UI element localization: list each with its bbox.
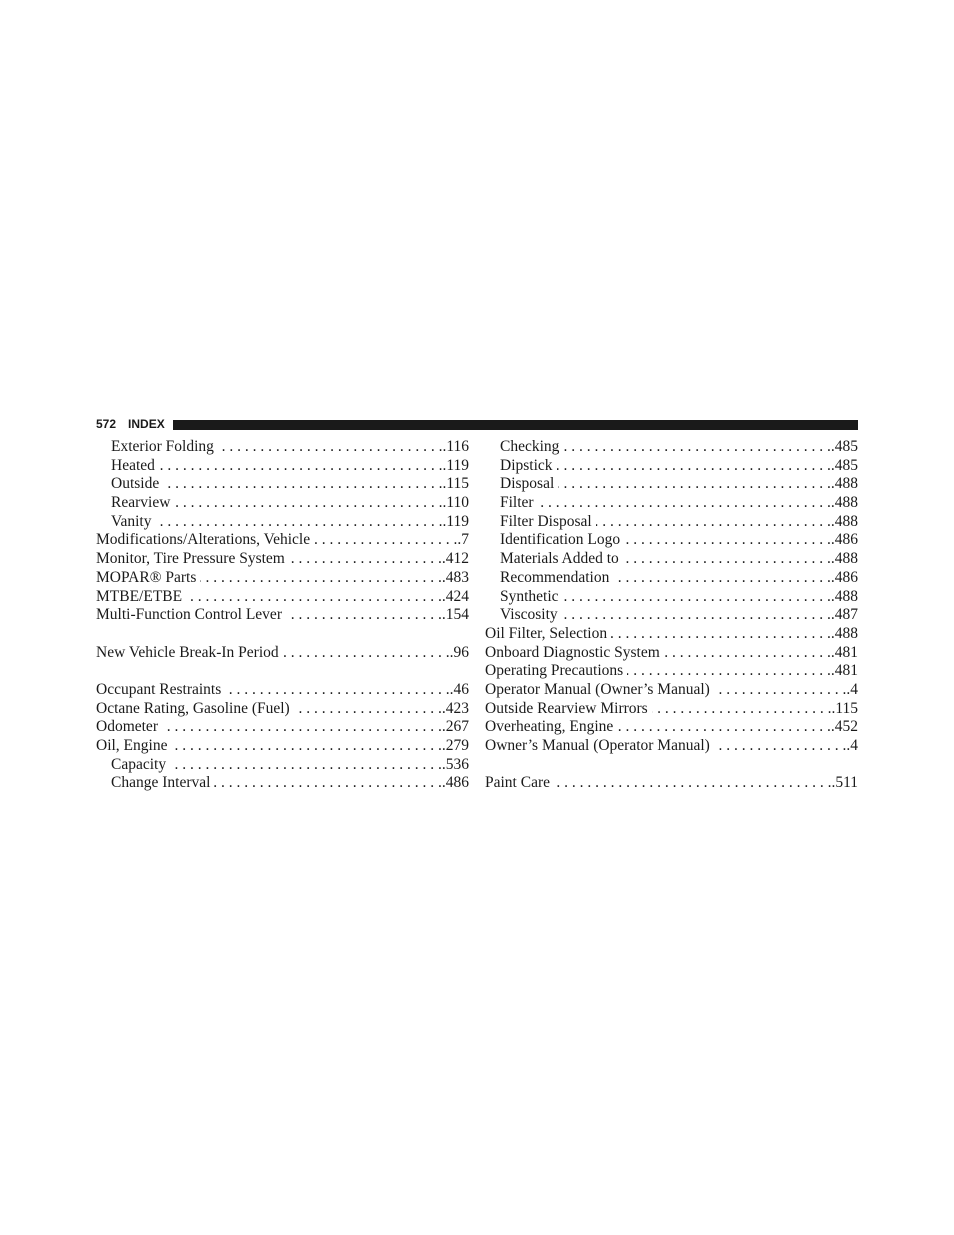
index-column-right: [485, 438, 858, 793]
index-term: Modifications/Alterations, Vehicle: [96, 531, 311, 549]
index-term: Rearview: [111, 494, 171, 512]
dot-leader: [218, 438, 443, 457]
dot-leader: [214, 774, 441, 793]
index-entry: [485, 718, 858, 737]
index-term: Exterior Folding: [111, 438, 214, 455]
index-term: Octane Rating, Gasoline (Fuel): [96, 699, 290, 717]
index-spacer: [485, 756, 858, 775]
index-term: Dipstick: [500, 456, 553, 474]
index-subentry: [485, 494, 858, 513]
index-term: Disposal: [500, 475, 555, 493]
index-page-number: .488: [830, 475, 858, 493]
index-entry: [96, 588, 469, 607]
index-entry: [96, 550, 469, 569]
index-page-number: .115: [831, 699, 858, 717]
index-page-number: .110: [442, 494, 469, 512]
index-page-number: .4: [846, 680, 858, 698]
index-term: Heated: [111, 456, 155, 474]
dot-leader: [617, 718, 831, 737]
dot-leader: [294, 700, 442, 719]
dot-leader: [159, 457, 443, 476]
index-term: Monitor, Tire Pressure System: [96, 550, 285, 568]
index-term: Change Interval: [111, 774, 211, 792]
dot-leader: [627, 662, 831, 681]
section-title: INDEX: [128, 417, 165, 431]
dot-leader: [225, 681, 449, 700]
index-term: Outside Rearview Mirrors: [485, 699, 648, 717]
index-page-number: .485: [830, 438, 858, 455]
index-page-number: .488: [830, 494, 858, 512]
index-page-number: .154: [441, 606, 469, 624]
index-term: Oil Filter, Selection: [485, 624, 608, 642]
dot-leader: [170, 756, 442, 775]
index-subentry: [96, 774, 469, 793]
index-term: MTBE/ETBE: [96, 587, 183, 605]
index-page-number: .488: [830, 550, 858, 568]
index-entry: [485, 644, 858, 663]
index-subentry: [96, 494, 469, 513]
index-subentry: [96, 513, 469, 532]
index-page-number: .488: [830, 587, 858, 605]
index-term: Multi-Function Control Lever: [96, 606, 282, 624]
index-term: Operator Manual (Owner’s Manual): [485, 680, 710, 698]
index-page-number: .487: [830, 606, 858, 624]
page-header: [96, 417, 858, 432]
index-spacer: [96, 662, 469, 681]
dot-leader: [163, 475, 442, 494]
index-subentry: [485, 531, 858, 550]
index-page-number: .486: [830, 531, 858, 549]
dot-leader: [200, 569, 442, 588]
dot-leader: [714, 681, 847, 700]
index-entry: [96, 644, 469, 663]
dot-leader: [538, 494, 831, 513]
index-subentry: [485, 569, 858, 588]
index-page-number: .423: [441, 699, 469, 717]
index-entry: [96, 718, 469, 737]
dot-leader: [162, 718, 442, 737]
index-page-number: .267: [441, 718, 469, 736]
index-page-number: .481: [830, 662, 858, 680]
index-page-number: .485: [830, 456, 858, 474]
header-rule: [173, 420, 858, 430]
index-subentry: [96, 438, 469, 457]
dot-leader: [155, 513, 442, 532]
dot-leader: [623, 550, 831, 569]
index-entry: [485, 625, 858, 644]
index-subentry: [485, 457, 858, 476]
index-term: Odometer: [96, 718, 158, 736]
dot-leader: [314, 531, 457, 550]
index-term: Checking: [500, 438, 560, 455]
index-page-number: .116: [442, 438, 469, 455]
dot-leader: [714, 737, 847, 756]
index-term: MOPAR® Parts: [96, 568, 197, 586]
index-term: Materials Added to: [500, 550, 619, 568]
index-term: Occupant Restraints: [96, 680, 222, 698]
index-page-number: .424: [441, 587, 469, 605]
index-entry: [485, 700, 858, 719]
index-entry: [96, 700, 469, 719]
index-subentry: [485, 550, 858, 569]
index-page-number: .119: [442, 512, 469, 530]
index-page-number: .46: [449, 680, 469, 698]
index-entry: [485, 681, 858, 700]
index-page-number: .486: [441, 774, 469, 792]
index-column-left: [96, 438, 469, 793]
index-page-number: .488: [830, 624, 858, 642]
dot-leader: [613, 569, 831, 588]
dot-leader: [283, 644, 450, 663]
index-term: Capacity: [111, 755, 167, 773]
index-subentry: [96, 756, 469, 775]
dot-leader: [554, 774, 831, 793]
index-page-number: .4: [846, 737, 858, 754]
index-page-number: .279: [441, 737, 469, 754]
index-term: Identification Logo: [500, 531, 621, 549]
index-term: Viscosity: [500, 606, 558, 624]
dot-leader: [286, 606, 442, 625]
index-entry: [485, 737, 858, 756]
index-term: Synthetic: [500, 587, 559, 605]
index-page-number: .483: [441, 568, 469, 586]
index-page-number: .96: [449, 643, 469, 661]
dot-leader: [563, 588, 831, 607]
dot-leader: [624, 531, 831, 550]
index-term: Onboard Diagnostic System: [485, 643, 660, 661]
index-entry: [96, 569, 469, 588]
index-subentry: [485, 513, 858, 532]
dot-leader: [652, 700, 832, 719]
index-page-number: .486: [830, 568, 858, 586]
index-term: Oil, Engine: [96, 737, 168, 754]
index-entry: [485, 662, 858, 681]
index-page-number: .7: [457, 531, 469, 549]
index-subentry: [96, 457, 469, 476]
index-term: Vanity: [111, 512, 152, 530]
index-term: Operating Precautions: [485, 662, 624, 680]
index-page-number: .119: [442, 456, 469, 474]
index-page-number: .452: [830, 718, 858, 736]
index-term: New Vehicle Break-In Period: [96, 643, 279, 661]
index-entry: [96, 531, 469, 550]
index-spacer: [96, 625, 469, 644]
index-entry: [96, 606, 469, 625]
index-term: Paint Care: [485, 774, 550, 792]
index-subentry: [485, 606, 858, 625]
index-term: Filter: [500, 494, 534, 512]
index-page-number: .115: [442, 475, 469, 493]
index-subentry: [96, 475, 469, 494]
dot-leader: [171, 737, 441, 756]
dot-leader: [611, 625, 831, 644]
index-subentry: [485, 438, 858, 457]
index-page-number: .511: [831, 774, 858, 792]
index-page-number: .536: [441, 755, 469, 773]
index-entry: [96, 681, 469, 700]
index-subentry: [485, 475, 858, 494]
dot-leader: [664, 644, 831, 663]
dot-leader: [174, 494, 442, 513]
dot-leader: [557, 457, 831, 476]
index-page-number: .412: [441, 550, 469, 568]
index-page-number: .488: [830, 512, 858, 530]
dot-leader: [558, 475, 831, 494]
index-term: Owner’s Manual (Operator Manual): [485, 737, 710, 754]
dot-leader: [186, 588, 442, 607]
index-term: Overheating, Engine: [485, 718, 614, 736]
dot-leader: [289, 550, 442, 569]
index-term: Outside: [111, 475, 160, 493]
index-subentry: [485, 588, 858, 607]
dot-leader: [596, 513, 831, 532]
index-term: Recommendation: [500, 568, 610, 586]
page-number: 572: [96, 417, 117, 431]
index-term: Filter Disposal: [500, 512, 592, 530]
dot-leader: [563, 438, 830, 457]
dot-leader: [562, 606, 831, 625]
index-entry: [96, 737, 469, 756]
index-entry: [485, 774, 858, 793]
index-page-number: .481: [830, 643, 858, 661]
